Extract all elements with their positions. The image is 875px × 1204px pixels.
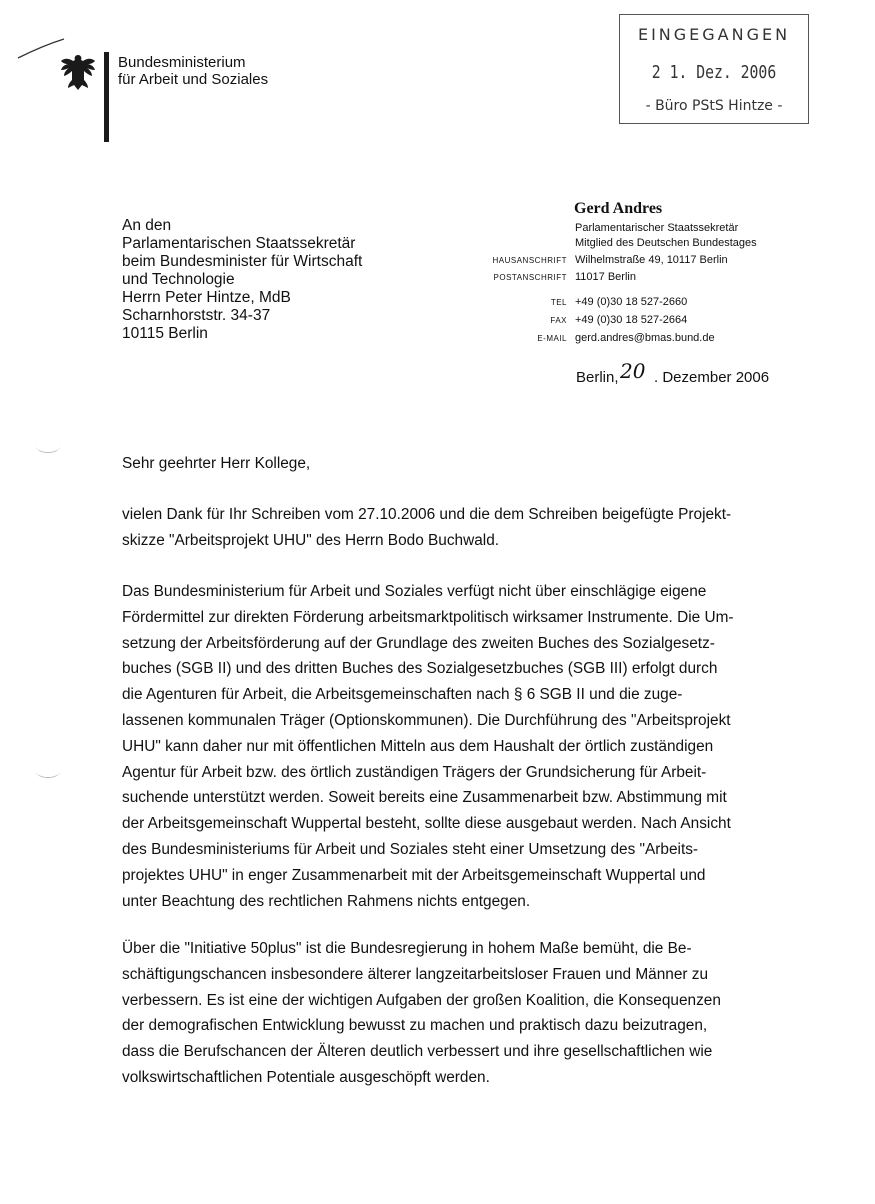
received-stamp	[619, 14, 809, 124]
fax-value: +49 (0)30 18 527-2664	[575, 314, 688, 326]
email-value: gerd.andres@bmas.bund.de	[575, 332, 715, 344]
text-line: Das Bundesministerium für Arbeit und Soziales verfügt nicht über einschlägige eigene	[122, 583, 707, 600]
text-line: schäftigungschancen insbesondere älterer langzeitarbeitsloser Frauen und Männer zu	[122, 965, 709, 983]
text-line: dass die Berufschancen der Älteren deutlich verbessert und ihre gesellschaftlichen wie	[122, 1043, 713, 1061]
text-line: unter Beachtung des rechtlichen Rahmens nichts entgegen.	[122, 892, 531, 910]
text-line: suchende unterstützt werden. Soweit bereits eine Zusammenarbeit bzw. Abstimmung mit	[122, 789, 727, 807]
logo-bar	[104, 52, 109, 142]
text-line: Fördermittel zur direkten Förderung arbeitsmarktpolitisch wirksamer Instrumente. Die Um-	[122, 608, 734, 626]
recipient-line: Herrn Peter Hintze, MdB	[122, 289, 291, 306]
text-line: UHU" kann daher nur mit öffentlichen Mitteln aus dem Haushalt der örtlich zuständigen	[122, 737, 714, 755]
text-line: die Agenturen für Arbeit, die Arbeitsgemeinschaften nach § 6 SGB II und die zuge-	[122, 686, 683, 704]
salutation: Sehr geehrter Herr Kollege,	[122, 455, 311, 472]
hausanschrift-value: Wilhelmstraße 49, 10117 Berlin	[575, 254, 728, 266]
stamp-date: 2 1. Dez. 2006	[651, 62, 777, 83]
email-label: E-MAIL	[537, 334, 567, 343]
recipient-line: Scharnhorststr. 34-37	[122, 307, 271, 324]
pen-mark	[16, 36, 66, 62]
text-line: Agentur für Arbeit bzw. des örtlich zuständigen Trägers der Grundsicherung für Arbeit-	[122, 763, 707, 781]
sender-membership: Mitglied des Deutschen Bundestages	[575, 237, 757, 249]
text-line: volkswirtschaftlichen Potentiale ausgeschöpft werden.	[122, 1068, 490, 1086]
text-line: projektes UHU" in enger Zusammenarbeit mit der Arbeitsgemeinschaft Wuppertal und	[122, 866, 706, 884]
stamp-office: - Büro PStS Hintze -	[645, 98, 783, 114]
recipient-line: An den	[122, 217, 172, 234]
sender-title: Parlamentarischer Staatssekretär	[575, 222, 739, 234]
date-day-handwritten: 20	[620, 359, 646, 383]
text-line: buches (SGB II) und des dritten Buches des Sozialgesetzbuches (SGB III) erfolgt durch	[122, 660, 718, 678]
federal-eagle-icon	[60, 52, 96, 92]
paragraph-1	[122, 502, 772, 554]
hausanschrift-label: HAUSANSCHRIFT	[492, 256, 567, 265]
punch-hole-mark	[36, 440, 60, 453]
punch-hole-mark	[36, 765, 60, 778]
recipient-line: 10115 Berlin	[122, 325, 208, 342]
fax-label: FAX	[550, 316, 567, 325]
text-line: der demografischen Entwicklung bewusst zu machen und praktisch dazu beizutragen,	[122, 1017, 708, 1035]
postanschrift-label: POSTANSCHRIFT	[493, 273, 567, 282]
recipient-line: Parlamentarischen Staatssekretär	[122, 235, 356, 252]
postanschrift-value: 11017 Berlin	[575, 271, 636, 283]
text-line: lassenen kommunalen Träger (Optionskommunen). Die Durchführung des "Arbeitsprojekt	[122, 711, 731, 729]
tel-value: +49 (0)30 18 527-2660	[575, 296, 688, 308]
ministry-name-line2: für Arbeit und Soziales	[118, 71, 269, 88]
date-month-year: . Dezember 2006	[654, 369, 770, 386]
text-line: verbessern. Es ist eine der wichtigen Aufgaben der großen Koalition, die Konsequenzen	[122, 991, 721, 1009]
text-line: des Bundesministeriums für Arbeit und Soziales steht einer Umsetzung des "Arbeits-	[122, 840, 699, 858]
sender-name: Gerd Andres	[574, 200, 663, 217]
ministry-name-line1: Bundesministerium	[118, 54, 246, 71]
tel-label: TEL	[550, 298, 567, 307]
recipient-line: und Technologie	[122, 271, 235, 288]
text-line: vielen Dank für Ihr Schreiben vom 27.10.2006 und die dem Schreiben beigefügte Projekt-	[122, 506, 732, 523]
paragraph-2	[122, 579, 772, 914]
recipient-line: beim Bundesminister für Wirtschaft	[122, 253, 363, 270]
stamp-title: EINGEGANGEN	[637, 25, 791, 44]
text-line: Über die "Initiative 50plus" ist die Bundesregierung in hohem Maße bemüht, die Be-	[122, 940, 692, 957]
paragraph-3	[122, 936, 772, 1091]
text-line: der Arbeitsgemeinschaft Wuppertal besteht, sollte diese ausgebaut werden. Nach Ansicht	[122, 815, 731, 833]
text-line: skizze "Arbeitsprojekt UHU" des Herrn Bodo Buchwald.	[122, 531, 500, 549]
date-city: Berlin,	[576, 369, 619, 386]
text-line: setzung der Arbeitsförderung auf der Grundlage des zweiten Buches des Sozialgesetz-	[122, 634, 715, 652]
